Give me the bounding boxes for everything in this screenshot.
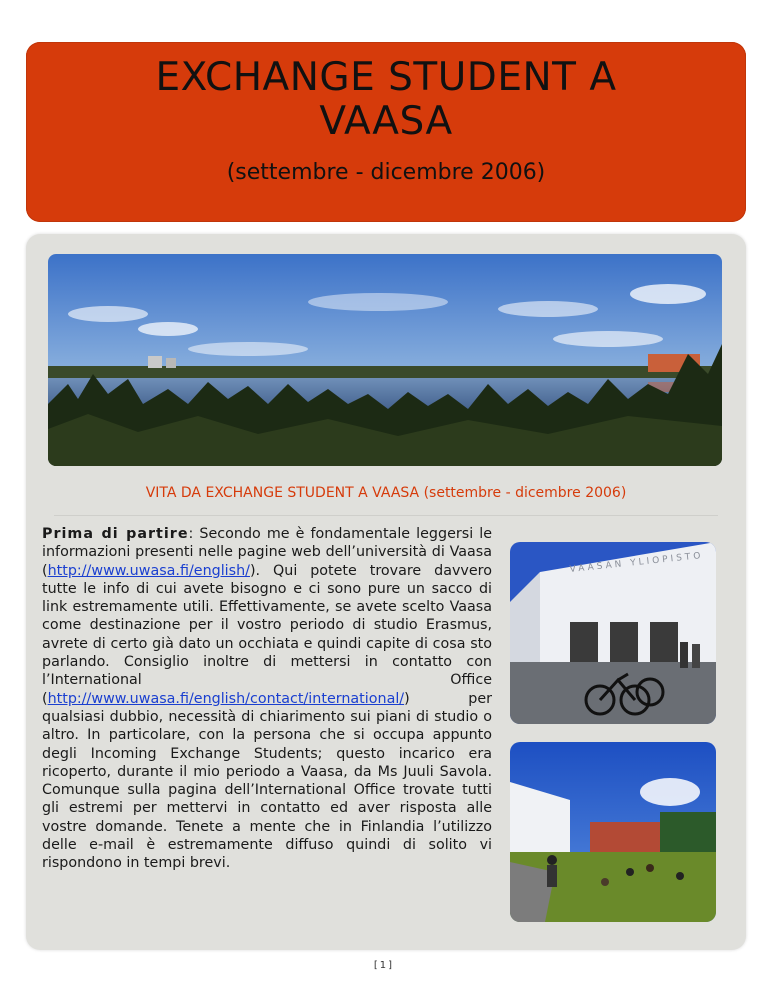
article-text-3: ) per qualsiasi dubbio, necessità di chiarimento sui piani di studio o altro. In particolare, con la persona che si occupa appunto degli Incoming Exchange Students; questo incarico era ricoperto, durante il mio periodo a Vaasa, da Ms Juuli Savola. Comunque sulla pagina dell’International Office trovate tutti gli estremi per mettervi in contatto ed aver risposta alle vostre domande. Tenete a mente che in Finlandia l’utilizzo delle e-mail è estremamente diffuso quindi di solito vi rispondono in tempi brevi. bbox=[42, 690, 492, 872]
content-panel bbox=[26, 234, 746, 950]
lawn-image bbox=[510, 742, 716, 922]
panorama-lake-photo bbox=[48, 254, 722, 466]
section-heading: Prima di partire bbox=[42, 526, 189, 542]
uwasa-link[interactable]: http://www.uwasa.fi/english/ bbox=[47, 562, 250, 579]
article-text-2: ). Qui potete trovare davvero tutte le info di cui avete bisogno e ci sono pure un sacco di link estremamente utili. Effettivamente, se avete scelto Vaasa come destinazione per il vostro periodo di studio Erasmus, avrete di certo già dato un occhiata e quindi capite di cosa sto parlando. Consiglio inoltre di mettersi in contatto con l’International Office ( bbox=[42, 562, 492, 707]
building-image bbox=[510, 542, 716, 724]
campus-lawn-photo bbox=[510, 742, 716, 922]
header-banner bbox=[26, 42, 746, 222]
article-body bbox=[42, 525, 492, 873]
panorama-image bbox=[48, 254, 722, 466]
international-office-link[interactable]: http://www.uwasa.fi/english/contact/international/ bbox=[47, 690, 405, 707]
article-text-1: : Secondo me è fondamentale leggersi le informazioni presenti nelle pagine web dell’università di Vaasa ( bbox=[42, 526, 493, 579]
subtitle: (settembre - dicembre 2006) bbox=[226, 160, 546, 185]
divider bbox=[54, 515, 718, 516]
page-number: [1] bbox=[373, 960, 395, 971]
title-line-2: VAASA bbox=[319, 99, 453, 144]
section-caption: VITA DA EXCHANGE STUDENT A VAASA (settembre - dicembre 2006) bbox=[145, 485, 627, 501]
university-building-photo bbox=[510, 542, 716, 724]
building-sign: VAASAN YLIOPISTO bbox=[569, 550, 704, 575]
title-line-1: EXCHANGE STUDENT A bbox=[155, 55, 617, 100]
